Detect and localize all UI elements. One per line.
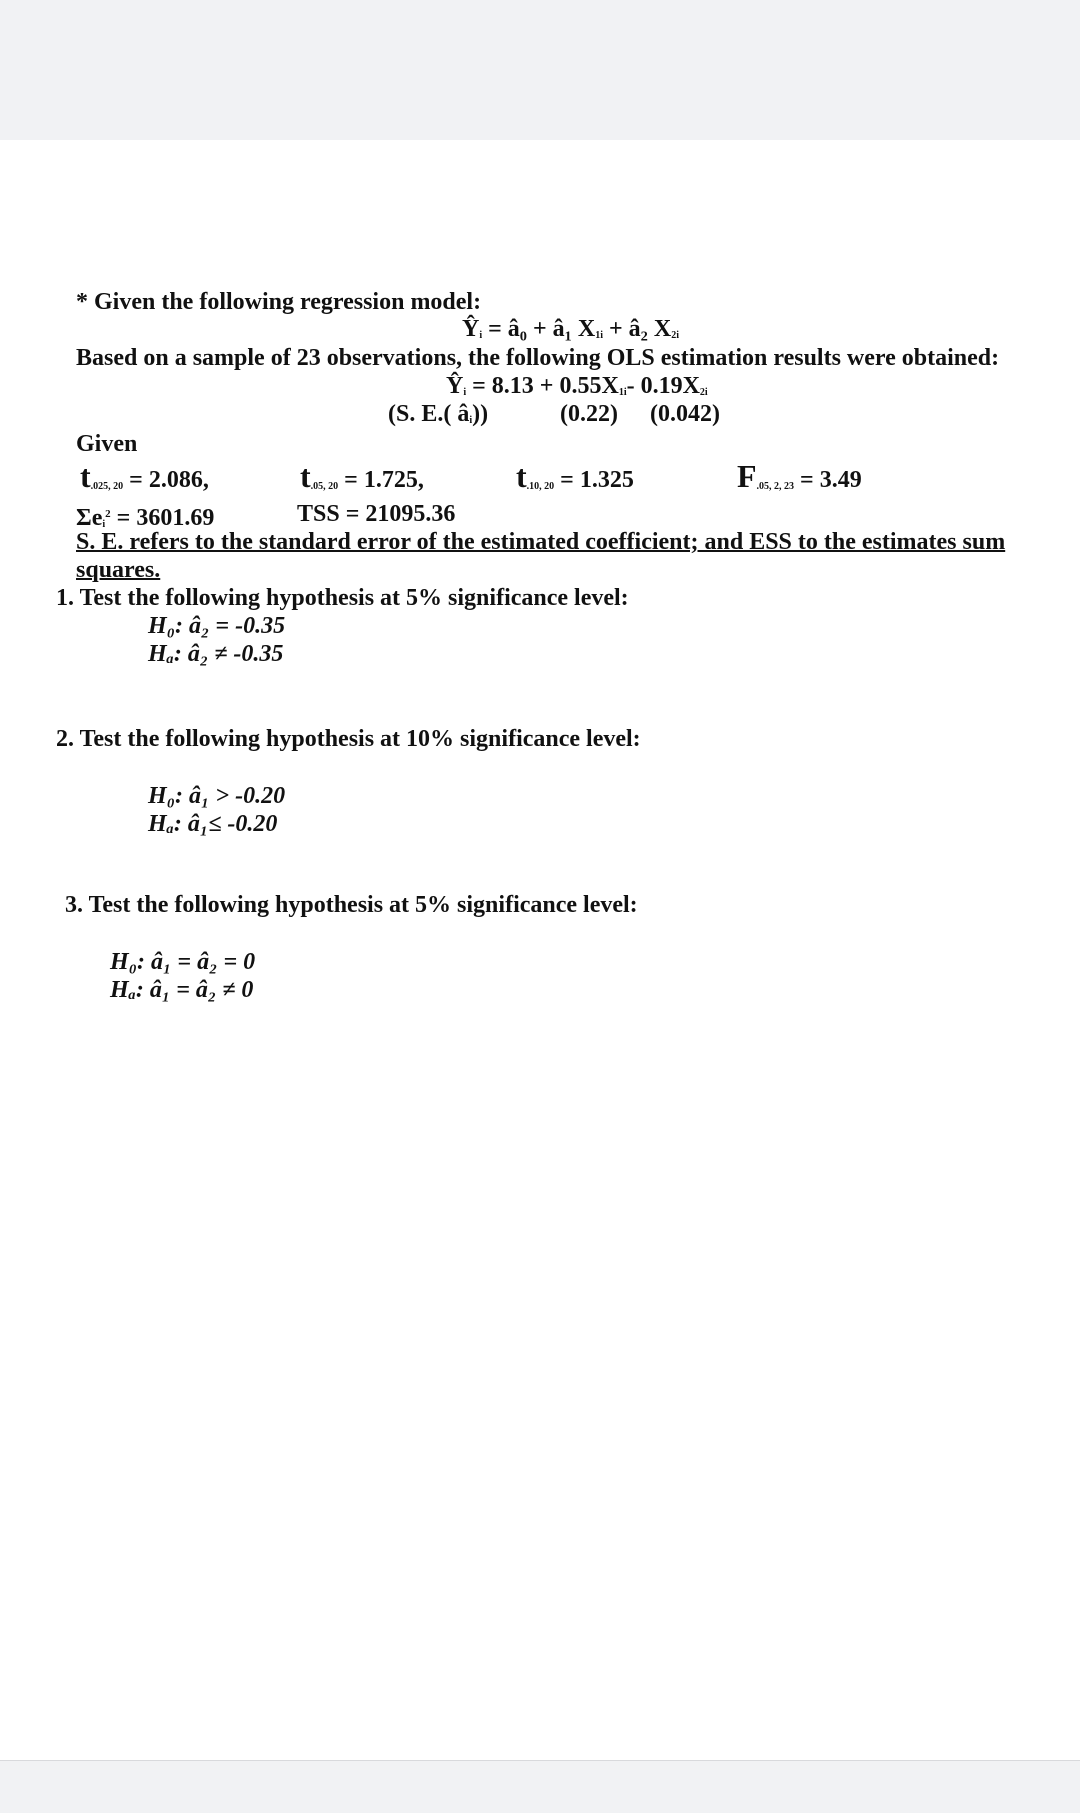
given-label: Given — [76, 431, 138, 457]
note-line-1: S. E. refers to the standard error of the estimated coefficient; and ESS to the estimates sum — [76, 529, 1006, 555]
sum-squared-residuals: $\Sigma e_i^2 = 3601.69$ — [76, 505, 215, 531]
sample-description: Based on a sample of 23 observations, the following OLS estimation results were obtained: — [76, 345, 1000, 371]
total-sum-squares: TSS = 21095.36 — [297, 501, 456, 527]
critical-value-t025: $t_{.025, 20} = 2.086$, — [80, 458, 209, 494]
question-1-alt-hypothesis: Hₐ: â₂ ≠ -0.35 — [148, 641, 284, 667]
critical-value-f: $F_{.05, 2, 23} = 3.49$ — [737, 458, 862, 494]
se-coef1: (0.22) — [560, 401, 618, 427]
critical-value-t05: $t_{.05, 20} = 1.725$, — [300, 458, 424, 494]
estimated-equation: $Ŷ_i = 8.13 + 0.55X_{1i}-$ $0.19X_{2i}$ — [446, 373, 708, 399]
se-label: (S. E.( $â_i$)) — [388, 401, 489, 427]
intro-line: * Given the following regression model: — [76, 289, 482, 315]
question-1-title: 1. Test the following hypothesis at 5% significance level: — [56, 585, 629, 611]
model-equation: $Ŷ_i$ = â₀ + â₁ $X_{1i}$ + â₂ $X_{2i}$ — [462, 316, 679, 342]
question-3-alt-hypothesis: Hₐ: â₁ = â₂ ≠ 0 — [110, 977, 254, 1003]
bottom-margin — [0, 1760, 1080, 1813]
question-2-alt-hypothesis: Hₐ: â₁≤ -0.20 — [148, 811, 278, 837]
question-3-null-hypothesis: H₀: â₁ = â₂ = 0 — [110, 949, 256, 975]
question-3-title: 3. Test the following hypothesis at 5% significance level: — [65, 892, 638, 918]
se-coef2: (0.042) — [650, 401, 720, 427]
document-page — [0, 140, 1080, 1760]
note-line-2: squares. — [76, 557, 161, 583]
question-1-null-hypothesis: H₀: â₂ = -0.35 — [148, 613, 286, 639]
question-2-title: 2. Test the following hypothesis at 10% significance level: — [56, 726, 641, 752]
critical-value-t10: $t_{.10, 20} = 1.325$ — [516, 458, 634, 494]
top-margin — [0, 0, 1080, 140]
question-2-null-hypothesis: H₀: â₁ > -0.20 — [148, 783, 286, 809]
